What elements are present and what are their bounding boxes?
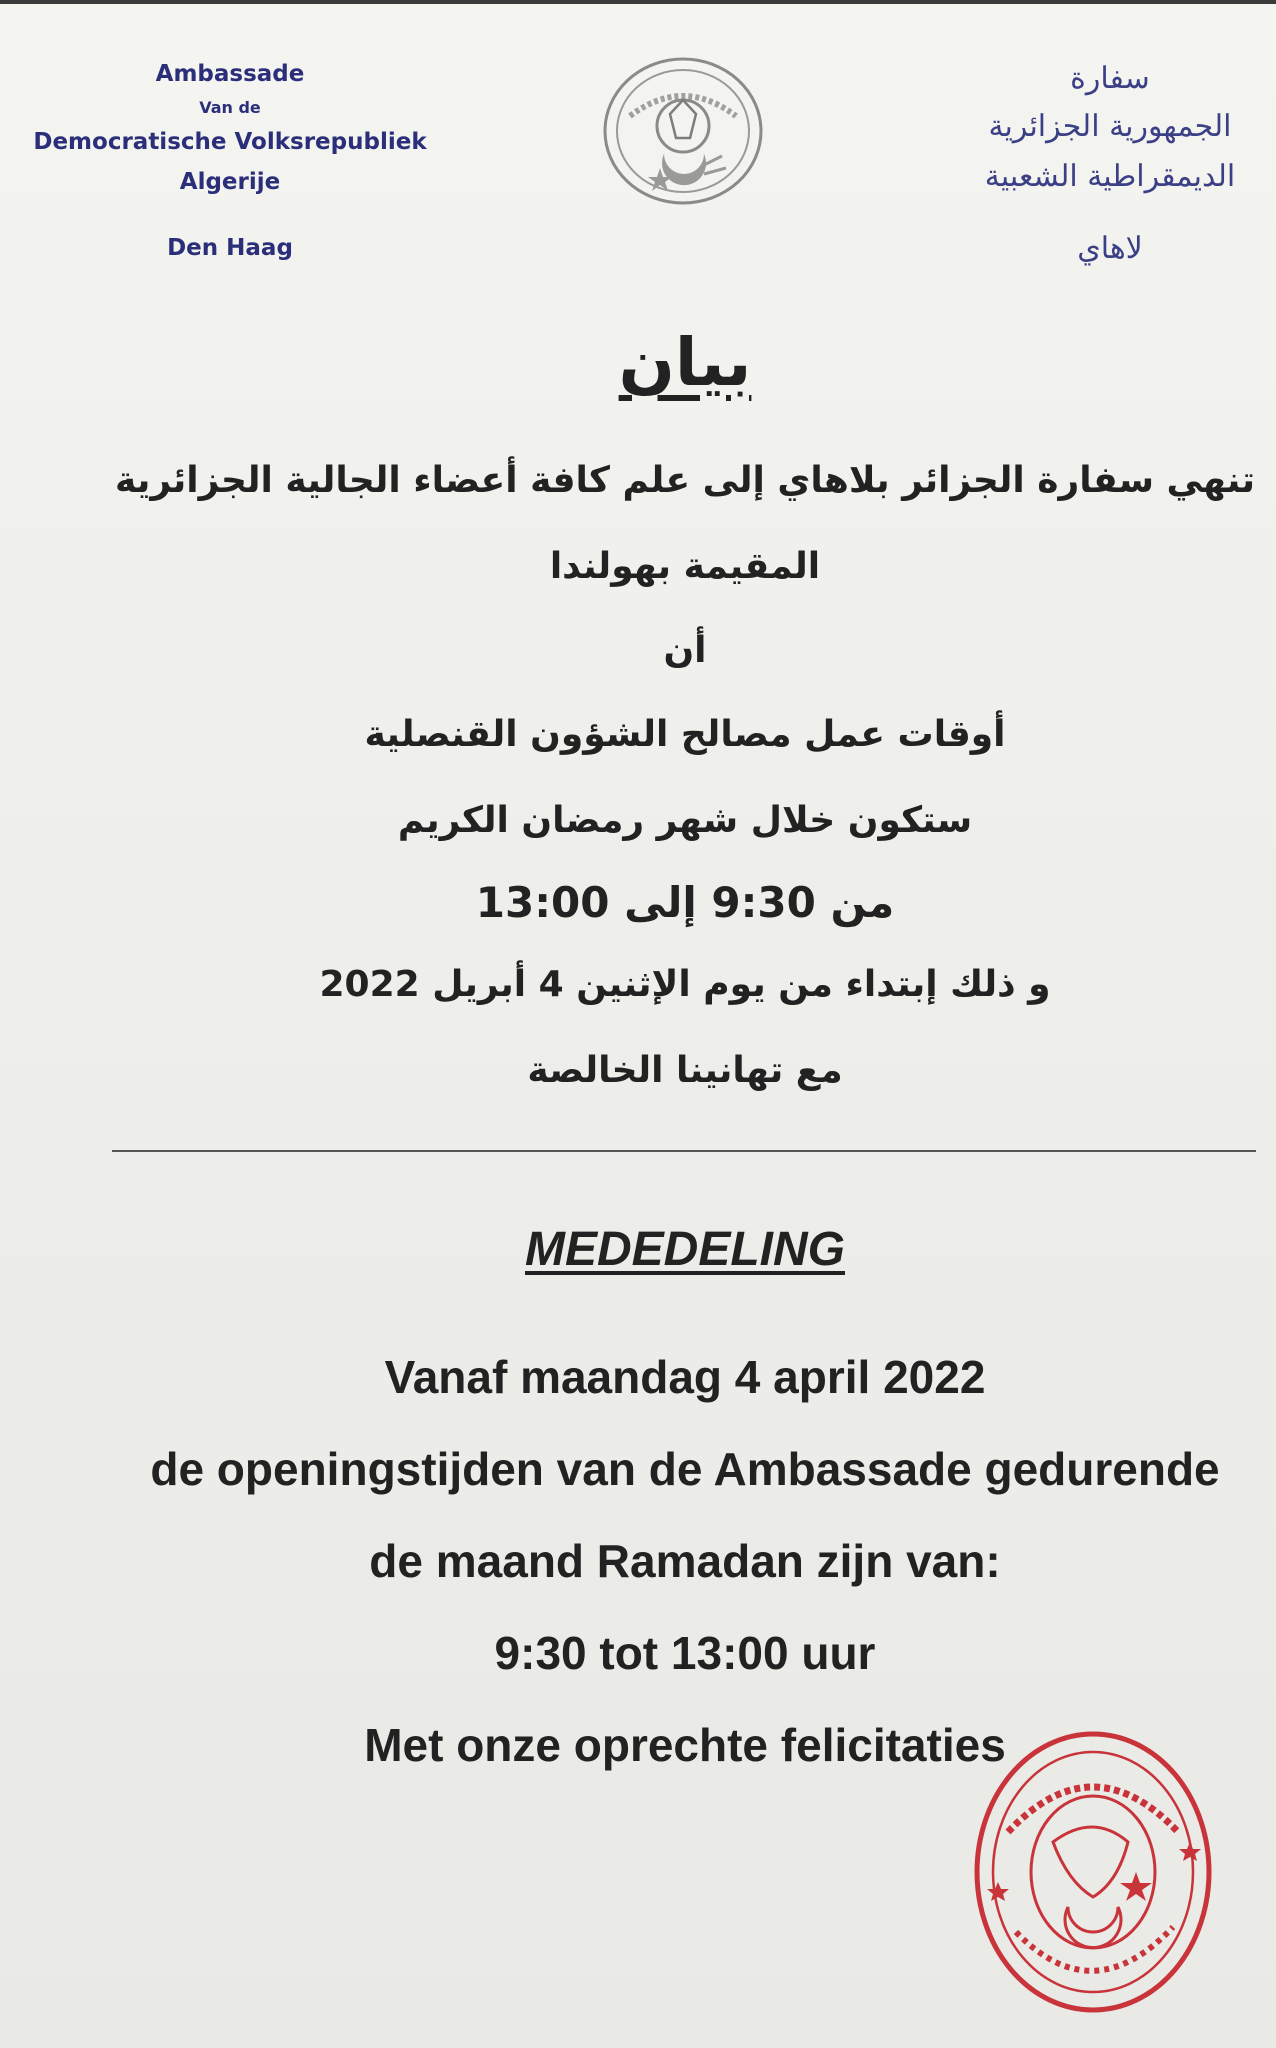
top-edge [0, 0, 1276, 4]
arabic-line6-hours: من 9:30 إلى 13:00 [475, 878, 895, 927]
arabic-line1: تنهي سفارة الجزائر بلاهاي إلى علم كافة أعضاء الجالية الجزائرية [115, 460, 1255, 501]
dutch-title: MEDEDELING [524, 1223, 845, 1276]
dutch-line2: de openingstijden van de Ambassade gedurende [150, 1443, 1220, 1495]
dutch-line1: Vanaf maandag 4 april 2022 [384, 1351, 986, 1403]
header-dutch-line2: Van de [199, 98, 261, 117]
arabic-line2: المقيمة بهولندا [549, 546, 821, 587]
header-dutch [20, 56, 440, 266]
header-dutch-line3: Democratische Volksrepubliek [33, 129, 427, 155]
arabic-line8-greeting: مع تهانينا الخالصة [527, 1050, 843, 1091]
dutch-line4-hours: 9:30 tot 13:00 uur [494, 1627, 876, 1679]
arabic-line5: ستكون خلال شهر رمضان الكريم [397, 800, 973, 841]
dutch-line3: de maand Ramadan zijn van: [369, 1535, 1001, 1587]
section-divider [112, 1150, 1256, 1152]
header-arabic-line3: الديمقراطية الشعبية [984, 159, 1236, 194]
header-dutch-line1: Ambassade [155, 61, 305, 87]
header-arabic-line4: لاهاي [1077, 231, 1143, 266]
header-arabic [960, 56, 1260, 274]
header-dutch-line5: Den Haag [167, 235, 293, 261]
header-arabic-line1: سفارة [1070, 61, 1150, 96]
arabic-title: بيان [618, 324, 752, 401]
emblem-icon [600, 56, 766, 206]
stamp-icon [968, 1722, 1218, 2022]
arabic-line4: أوقات عمل مصالح الشؤون القنصلية [364, 714, 1006, 755]
dutch-line5-greeting: Met onze oprechte felicitaties [364, 1719, 1006, 1771]
header-dutch-line4: Algerije [179, 169, 281, 195]
arabic-line7-date: و ذلك إبتداء من يوم الإثنين 4 أبريل 2022 [319, 964, 1051, 1005]
arabic-line3: أن [663, 630, 707, 671]
header-arabic-line2: الجمهورية الجزائرية [988, 109, 1232, 144]
